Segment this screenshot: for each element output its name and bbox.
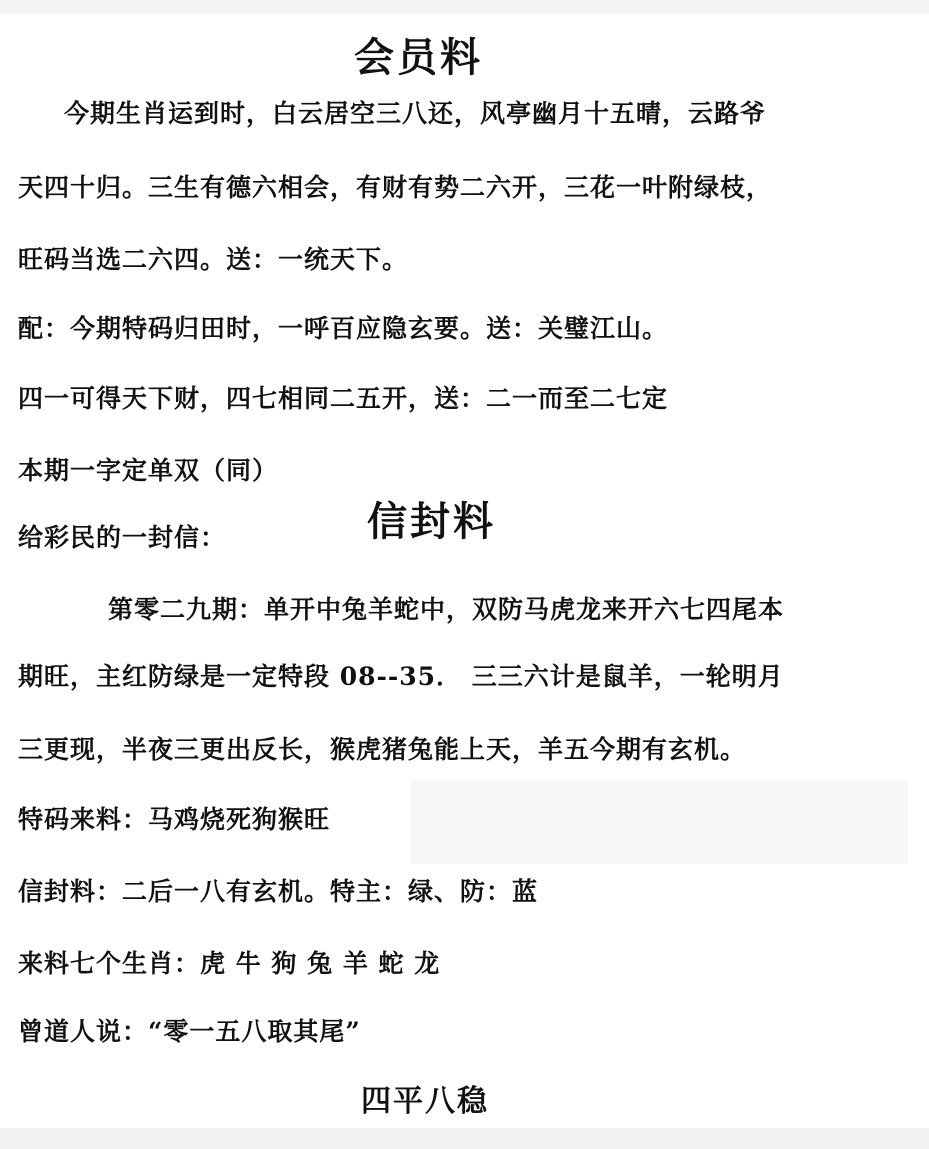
letter-line-2: 期旺，主红防绿是一定特段 08--35． 三三六计是鼠羊，一轮明月 [18, 662, 784, 691]
member-line-5: 四一可得天下财，四七相同二五开，送：二一而至二七定 [18, 384, 669, 413]
member-line-3: 旺码当选二六四。送：一统天下。 [18, 245, 409, 274]
bottom-margin-band [0, 1128, 929, 1149]
blank-patch [410, 780, 908, 864]
member-line-6: 本期一字定单双（同） [18, 456, 279, 485]
seven-zodiac-line: 来料七个生肖：虎 牛 狗 兔 羊 蛇 龙 [18, 949, 441, 978]
member-line-2: 天四十归。三生有德六相会，有财有势二六开，三花一叶附绿枝， [18, 173, 773, 202]
top-margin-band [0, 0, 929, 14]
envelope-line: 信封料：二后一八有玄机。特主：绿、防：蓝 [18, 877, 539, 906]
special-code-line: 特码来料：马鸡烧死狗猴旺 [18, 805, 331, 834]
letter-line-1: 第零二九期：单开中兔羊蛇中，双防马虎龙来开六七四尾本 [108, 595, 785, 624]
daoist-saying-line: 曾道人说：“零一五八取其尾” [18, 1017, 361, 1046]
letter-line-3: 三更现，半夜三更出反长，猴虎猪兔能上天，羊五今期有玄机。 [18, 735, 747, 764]
footer-title: 四平八稳 [361, 1084, 489, 1119]
letter-intro: 给彩民的一封信： [18, 523, 227, 552]
member-line-4: 配：今期特码归田时，一呼百应隐玄要。送：关璧江山。 [18, 314, 669, 343]
letter-section-title: 信封料 [367, 498, 496, 545]
member-section-title: 会员料 [354, 34, 483, 81]
member-line-1: 今期生肖运到时，白云居空三八还，风亭幽月十五晴，云路爷 [64, 99, 767, 128]
